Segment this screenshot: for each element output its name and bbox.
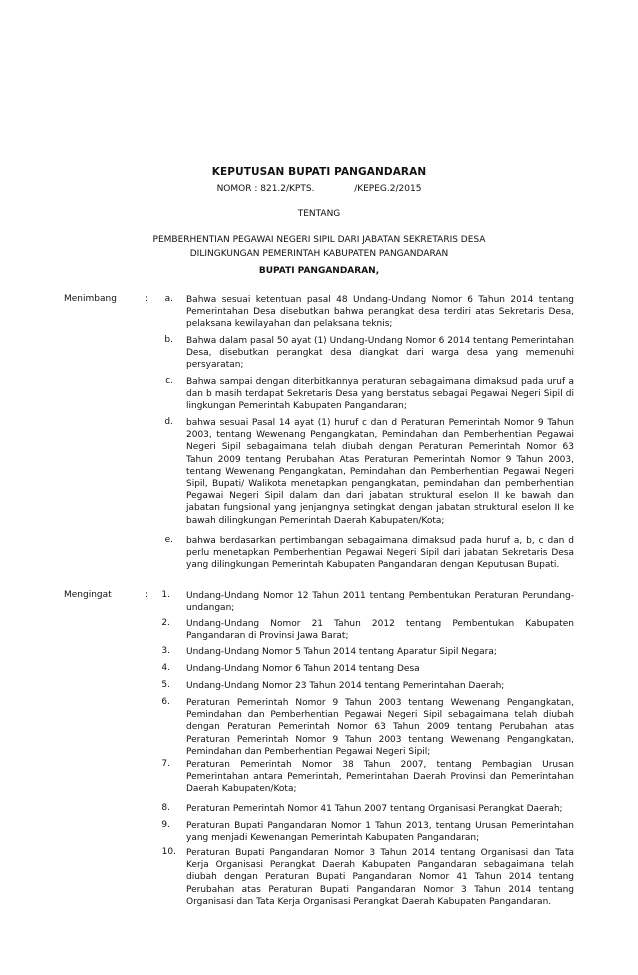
mengingat-label: Mengingat: [64, 590, 112, 600]
item-number: c.: [165, 376, 173, 386]
item-text: Peraturan Pemerintah Nomor 38 Tahun 2007, tentang Pembagian Urusan Pemerintahan antara Pemerintah, Pemerintahan Daerah Provinsi dan Pemerintahan Daerah Kabupaten/Kota;: [186, 760, 574, 795]
menimbang-colon: :: [145, 294, 149, 304]
decree-number-prefix: NOMOR : 821.2/KPTS.: [216, 184, 315, 194]
item-text: Undang-Undang Nomor 23 Tahun 2014 tentang Pemerintahan Daerah;: [186, 681, 505, 691]
tentang-heading: TENTANG: [297, 209, 341, 219]
item-text: Bahwa dalam pasal 50 ayat (1) Undang-Undang Nomor 6 2014 tentang Pemerintahan Desa, disebutkan perangkat desa diangkat dari warga desa yang memenuhi persyaratan;: [186, 336, 574, 371]
decree-subject: [0, 233, 638, 261]
item-text: Undang-Undang Nomor 5 Tahun 2014 tentang Aparatur Sipil Negara;: [186, 647, 497, 657]
item-number: b.: [164, 335, 173, 345]
item-text: Undang-Undang Nomor 21 Tahun 2012 tentang Pembentukan Kabupaten Pangandaran di Provinsi Jawa Barat;: [186, 619, 574, 642]
item-text: Peraturan Bupati Pangandaran Nomor 1 Tahun 2013, tentang Urusan Pemerintahan yang menjadi Kewenangan Pemerintah Kabupaten Pangandaran;: [186, 821, 574, 844]
item-text: Undang-Undang Nomor 6 Tahun 2014 tentang Desa: [186, 664, 420, 674]
item-number: e.: [164, 535, 173, 545]
item-number: 10.: [161, 847, 176, 857]
decree-number: [0, 184, 638, 194]
item-text: Peraturan Pemerintah Nomor 9 Tahun 2003 tentang Wewenang Pengangkatan, Pemindahan dan Pemberhentian Pegawai Negeri Sipil sebagaimana telah diubah dengan Peraturan Pemerintah Nomor 63 Tahun 2009 tentang Perubahan atas Peraturan Pemerintah Nomor 9 Tahun 2003 tentang Wewenang Pengangkatan, Pemindahan dan Pemberhentian Pegawai Negeri Sipil;: [186, 698, 574, 757]
subject-line-1: PEMBERHENTIAN PEGAWAI NEGERI SIPIL DARI JABATAN SEKRETARIS DESA: [152, 235, 486, 245]
item-text: Bahwa sampai dengan diterbitkannya peraturan sebagaimana dimaksud pada uruf a dan b masih terdapat Sekretaris Desa yang berstatus sebagai Pegawai Negeri Sipil di lingkungan Pemerintah Kabupaten Pangandaran;: [186, 377, 574, 412]
item-number: 8.: [161, 803, 170, 813]
subject-line-2: DILINGKUNGAN PEMERINTAH KABUPATEN PANGANDARAN: [189, 249, 449, 259]
item-text: Bahwa sesuai ketentuan pasal 48 Undang-Undang Nomor 6 Tahun 2014 tentang Pemerintahan Desa disebutkan bahwa perangkat desa terdiri atas Sekretaris Desa, pelaksana kewilayahan dan pelaksana teknis;: [186, 295, 574, 330]
item-number: 1.: [161, 590, 170, 600]
bupati-heading: BUPATI PANGANDARAN,: [258, 266, 380, 276]
item-text: Peraturan Bupati Pangandaran Nomor 3 Tahun 2014 tentang Organisasi dan Tata Kerja Organisasi Perangkat Daerah Kabupaten Pangandaran sebagaimana telah diubah dengan Peraturan Bupati Pangandaran Nomor 41 Tahun 2014 tentang Perubahan atas Peraturan Bupati Pangandaran Nomor 3 Tahun 2014 tentang Organisasi dan Tata Kerja Organisasi Perangkat Daerah Kabupaten Pangandaran.: [186, 848, 574, 907]
item-text: Peraturan Pemerintah Nomor 41 Tahun 2007 tentang Organisasi Perangkat Daerah;: [186, 804, 563, 814]
item-number: d.: [164, 417, 173, 427]
document-title: KEPUTUSAN BUPATI PANGANDARAN: [211, 166, 427, 178]
item-number: 3.: [161, 646, 170, 656]
menimbang-label: Menimbang: [64, 294, 117, 304]
mengingat-colon: :: [145, 590, 149, 600]
item-number: a.: [164, 294, 173, 304]
item-number: 5.: [161, 680, 170, 690]
decree-number-suffix: /KEPEG.2/2015: [354, 184, 422, 194]
item-text: bahwa sesuai Pasal 14 ayat (1) huruf c dan d Peraturan Pemerintah Nomor 9 Tahun 2003, tentang Wewenang Pengangkatan, Pemindahan dan Pemberhentian Pegawai Negeri Sipil sebagaimana telah diubah dengan Peraturan Pemerintah Nomor 63 Tahun 2009 tentang Perubahan Atas Peraturan Pemerintah Nomor 9 Tahun 2003, tentang Wewenang Pengangkatan, Pemindahan dan Pemberhentian Pegawai Negeri Sipil, Bupati/ Walikota menetapkan pengangkatan, pemindahan dan pemberhentian Pegawai Negeri Sipil dalam dan dari jabatan struktural eselon II ke bawah dan jabatan fungsional yang jenjangnya setingkat dengan jabatan struktural eselon II ke bawah dilingkungan Pemerintah Daerah Kabupaten/Kota;: [186, 418, 574, 526]
item-number: 6.: [161, 697, 170, 707]
item-text: bahwa berdasarkan pertimbangan sebagaimana dimaksud pada huruf a, b, c dan d perlu menetapkan Pemberhentian Pegawai Negeri Sipil dari jabatan Sekretaris Desa yang dilingkungan Pemerintah Kabupaten Pangandaran dengan Keputusan Bupati.: [186, 536, 574, 571]
item-number: 2.: [161, 618, 170, 628]
item-number: 7.: [161, 759, 170, 769]
item-number: 9.: [161, 820, 170, 830]
item-text: Undang-Undang Nomor 12 Tahun 2011 tentang Pembentukan Peraturan Perundang-undangan;: [186, 591, 574, 614]
item-number: 4.: [161, 663, 170, 673]
